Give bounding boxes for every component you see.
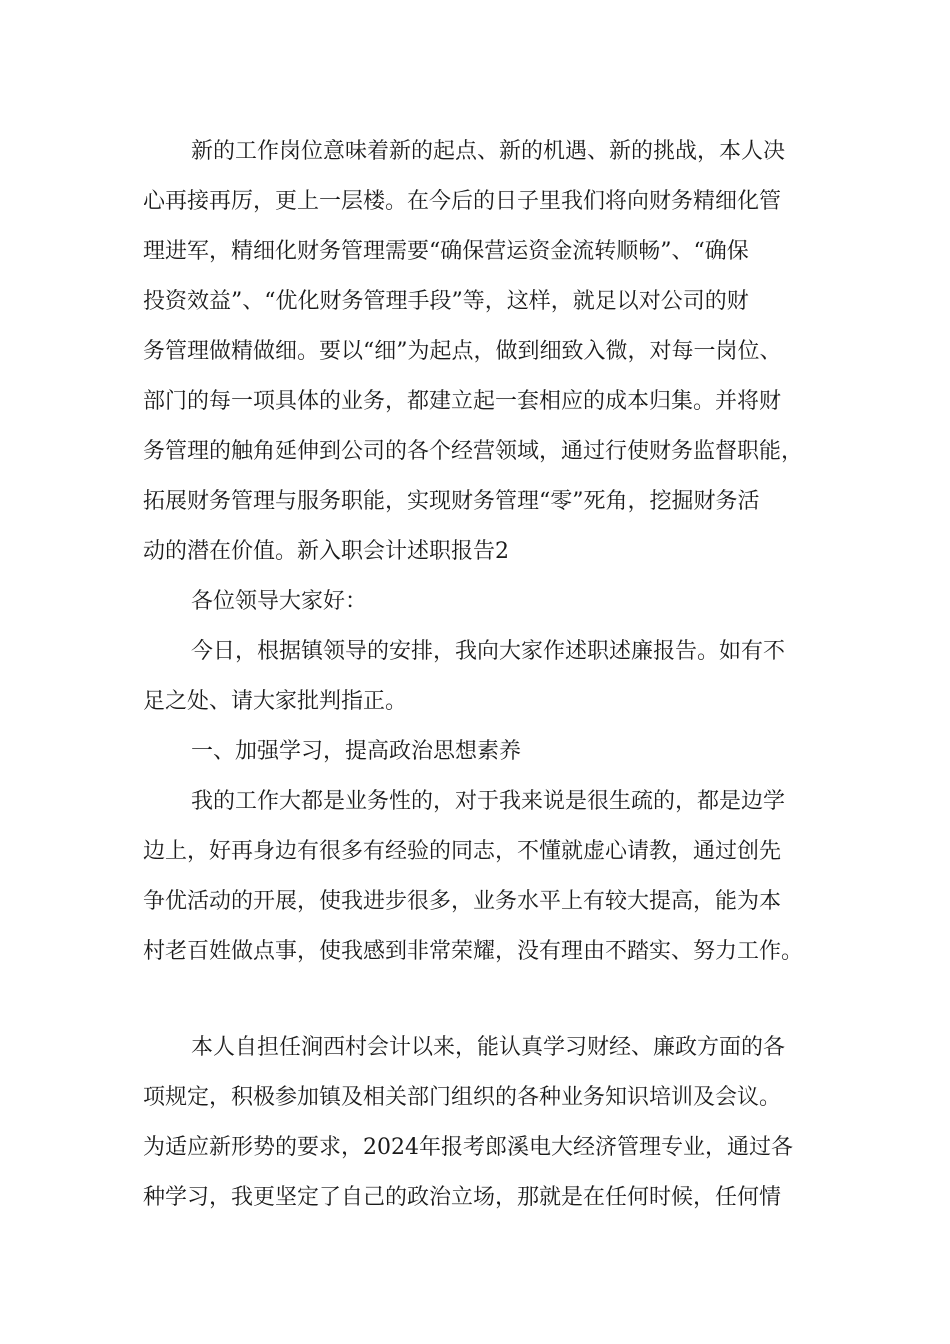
paragraph-line: 边上，好再身边有很多有经验的同志，不懂就虚心请教，通过创先: [143, 839, 782, 864]
paragraph-line: 争优活动的开展，使我进步很多，业务水平上有较大提高，能为本: [143, 889, 782, 914]
greeting-line: 各位领导大家好：: [191, 589, 368, 614]
paragraph-line: 项规定，积极参加镇及相关部门组织的各种业务知识培训及会议。: [143, 1085, 782, 1110]
paragraph-line: 投资效益”、“优化财务管理手段”等，这样，就足以对公司的财: [143, 289, 749, 314]
paragraph-line: 部门的每一项具体的业务，都建立起一套相应的成本归集。并将财: [143, 389, 782, 414]
paragraph-line: 村老百姓做点事，使我感到非常荣耀，没有理由不踏实、努力工作。: [143, 939, 804, 964]
paragraph-line: 理进军，精细化财务管理需要“确保营运资金流转顺畅”、“确保: [143, 239, 749, 264]
paragraph-line: 足之处、请大家批判指正。: [143, 689, 408, 714]
paragraph-line: 动的潜在价值。新入职会计述职报告2: [143, 539, 509, 564]
paragraph-line: 我的工作大都是业务性的，对于我来说是很生疏的，都是边学: [191, 789, 786, 814]
paragraph-line: 种学习，我更坚定了自己的政治立场，那就是在任何时候，任何情: [143, 1185, 782, 1210]
text-block-2: [143, 1023, 815, 1223]
paragraph-line: 本人自担任涧西村会计以来，能认真学习财经、廉政方面的各: [191, 1035, 786, 1060]
paragraph-line: 今日，根据镇领导的安排，我向大家作述职述廉报告。如有不: [191, 639, 786, 664]
paragraph-line: 新的工作岗位意味着新的起点、新的机遇、新的挑战，本人决: [191, 139, 786, 164]
paragraph-line: 心再接再厉，更上一层楼。在今后的日子里我们将向财务精细化管: [143, 189, 782, 214]
paragraph-line: 拓展财务管理与服务职能，实现财务管理“零”死角，挖掘财务活: [143, 489, 760, 514]
paragraph-line: 务管理的触角延伸到公司的各个经营领域，通过行使财务监督职能，: [143, 439, 804, 464]
text-block-1: [143, 127, 815, 977]
paragraph-line: 为适应新形势的要求，2024年报考郎溪电大经济管理专业，通过各: [143, 1135, 793, 1160]
section-heading: 一、加强学习，提高政治思想素养: [191, 739, 522, 764]
paragraph-line: 务管理做精做细。要以“细”为起点，做到细致入微，对每一岗位、: [143, 339, 782, 364]
